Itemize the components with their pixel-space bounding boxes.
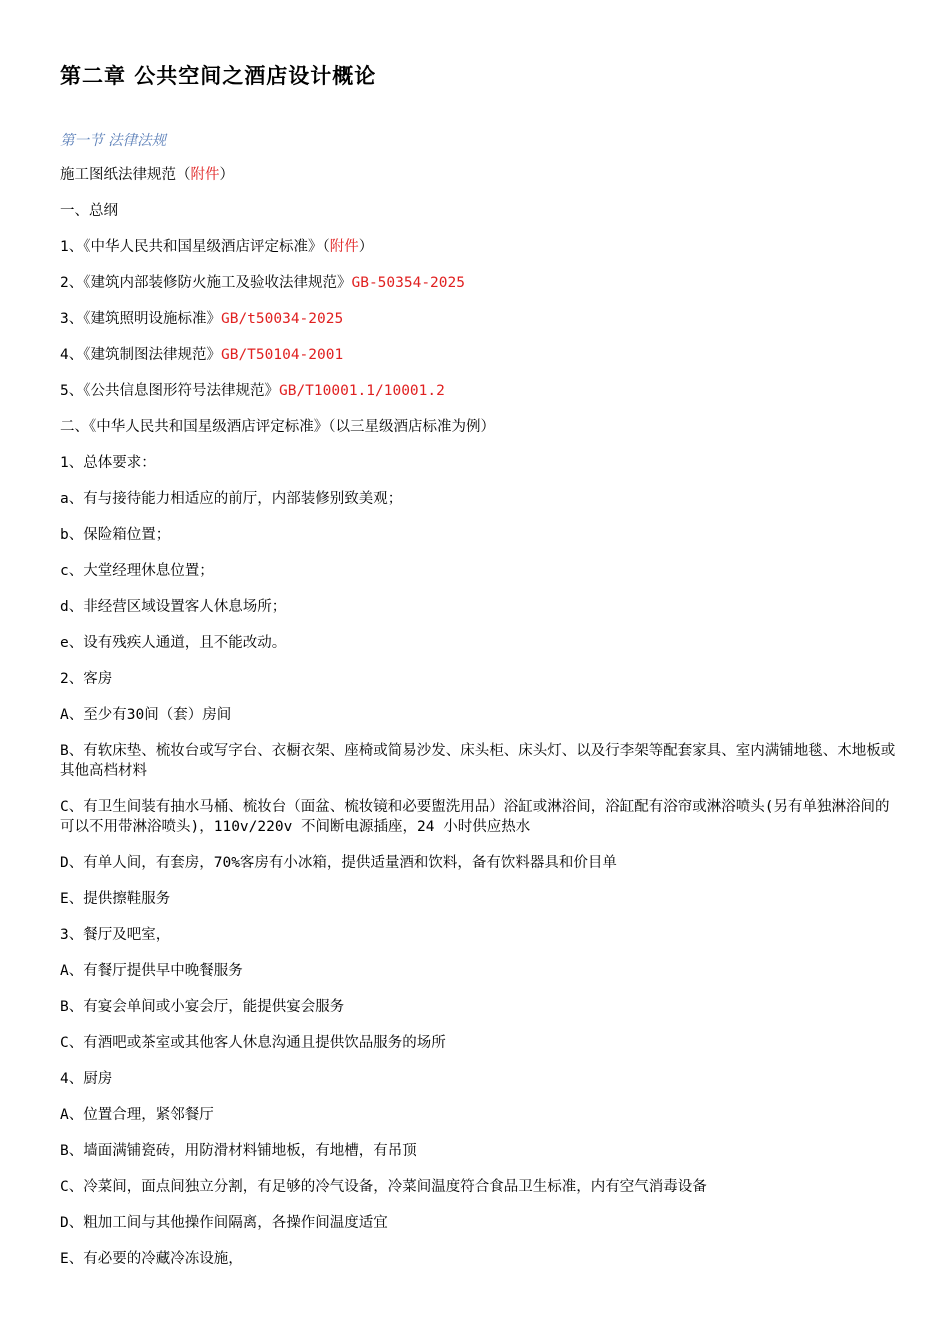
- paragraph-rooms-d: D、有单人间，有套房，70%客房有小冰箱，提供适量酒和饮料，备有饮料器具和价目单: [60, 855, 617, 871]
- attachment-link[interactable]: 附件: [329, 239, 359, 255]
- chapter-title: 第二章 公共空间之酒店设计概论: [60, 64, 377, 88]
- heading-star-standard: 二、《中华人民共和国星级酒店评定标准》（以三星级酒店标准为例）: [60, 419, 495, 435]
- paragraph-c: c、大堂经理休息位置；: [60, 563, 214, 579]
- list-item-4: 4、《建筑制图法律规范》GB/T50104-2001: [60, 347, 344, 363]
- standard-code: GB/T50104-2001: [220, 347, 344, 363]
- attachment-link[interactable]: 附件: [190, 167, 220, 183]
- subheading-general-requirements: 1、总体要求：: [60, 455, 156, 471]
- heading-general: 一、总纲: [60, 203, 118, 219]
- paragraph-kitchen-b: B、墙面满铺瓷砖，用防滑材料铺地板，有地槽，有吊顶: [60, 1143, 417, 1159]
- standard-code: GB-50354-2025: [351, 275, 465, 291]
- paragraph-kitchen-c: C、冷菜间，面点间独立分割，有足够的冷气设备，冷菜间温度符合食品卫生标准，内有空气消毒设备: [60, 1179, 707, 1195]
- section-title: 第一节 法律法规: [60, 133, 167, 149]
- paragraph-rooms-a: A、至少有30间（套）房间: [60, 707, 232, 723]
- paragraph-restaurant-c: C、有酒吧或茶室或其他客人休息沟通且提供饮品服务的场所: [60, 1035, 446, 1051]
- paragraph-kitchen-a: A、位置合理，紧邻餐厅: [60, 1107, 214, 1123]
- list-item-3: 3、《建筑照明设施标准》GB/t50034-2025: [60, 311, 344, 327]
- standard-code: GB/T10001.1/10001.2: [278, 383, 445, 399]
- list-item-2: 2、《建筑内部装修防火施工及验收法律规范》GB-50354-2025: [60, 275, 465, 291]
- paragraph-e: e、设有残疾人通道，且不能改动。: [60, 635, 287, 651]
- list-item-1: 1、《中华人民共和国星级酒店评定标准》（附件）: [60, 239, 374, 255]
- paragraph-kitchen-d: D、粗加工间与其他操作间隔离，各操作间温度适宜: [60, 1215, 388, 1231]
- paragraph-rooms-b: B、有软床垫、梳妆台或写字台、衣橱衣架、座椅或简易沙发、床头柜、床头灯、以及行李架等配套家具、室内满铺地毯、木地板或其他高档材料: [60, 743, 896, 779]
- paragraph-rooms-e: E、提供擦鞋服务: [60, 891, 171, 907]
- paragraph-d: d、非经营区域设置客人休息场所；: [60, 599, 287, 615]
- paragraph-restaurant-b: B、有宴会单间或小宴会厅，能提供宴会服务: [60, 999, 345, 1015]
- paragraph-drawing-regulations: 施工图纸法律规范（附件）: [60, 167, 234, 183]
- subheading-guest-rooms: 2、客房: [60, 671, 113, 687]
- paragraph-kitchen-e: E、有必要的冷藏冷冻设施，: [60, 1251, 243, 1267]
- paragraph-rooms-c: C、有卫生间装有抽水马桶、梳妆台（面盆、梳妆镜和必要盥洗用品）浴缸或淋浴间，浴缸配有浴帘或淋浴喷头(另有单独淋浴间的可以不用带淋浴喷头)，110v/220v 不间断电源插座，24 小时供应热水: [60, 799, 890, 835]
- subheading-restaurant-bar: 3、餐厅及吧室，: [60, 927, 171, 943]
- standard-code: GB/t50034-2025: [220, 311, 344, 327]
- list-item-5: 5、《公共信息图形符号法律规范》GB/T10001.1/10001.2: [60, 383, 445, 399]
- subheading-kitchen: 4、厨房: [60, 1071, 113, 1087]
- paragraph-a: a、有与接待能力相适应的前厅，内部装修别致美观；: [60, 491, 403, 507]
- paragraph-restaurant-a: A、有餐厅提供早中晚餐服务: [60, 963, 243, 979]
- paragraph-b: b、保险箱位置；: [60, 527, 171, 543]
